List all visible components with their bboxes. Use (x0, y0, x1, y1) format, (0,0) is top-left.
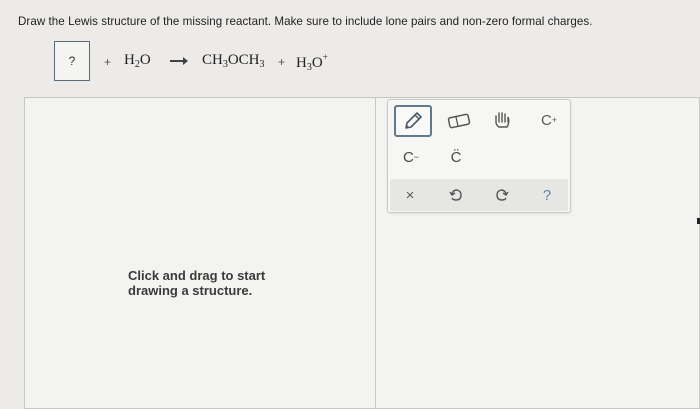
redo-icon (495, 188, 509, 202)
plus-sign-1: + (104, 55, 112, 69)
drawing-toolbar (387, 99, 571, 213)
help-button[interactable] (533, 183, 561, 207)
move-tool-button[interactable] (488, 106, 518, 134)
product-dimethyl-ether (202, 52, 265, 70)
hydronium-o: O (311, 55, 323, 71)
missing-reactant-box (54, 41, 90, 81)
pencil-tool-button[interactable] (394, 105, 432, 137)
cation-charge-button[interactable] (534, 106, 564, 134)
cation-charge: + (551, 115, 558, 125)
cation-label: C (540, 111, 552, 129)
hand-icon (492, 110, 514, 130)
lone-pair-button[interactable] (441, 143, 471, 171)
water-h: H (124, 52, 135, 68)
question-prompt: Draw the Lewis structure of the missing reactant. Make sure to include lone pairs and non-zero formal charges. (18, 15, 593, 28)
water-sub: 2 (134, 59, 140, 70)
redo-button[interactable] (488, 183, 516, 207)
product-hydronium (296, 52, 328, 73)
undo-button[interactable] (442, 183, 470, 207)
lone-pair-label: C̈ (450, 148, 462, 166)
canvas-hint: Click and drag to start drawing a structure. (128, 268, 266, 298)
ether-p2: OCH (227, 52, 260, 68)
drawing-canvas[interactable] (24, 97, 376, 409)
reactant-water (124, 52, 151, 70)
anion-label: C (402, 148, 414, 166)
eraser-tool-button[interactable] (444, 108, 474, 134)
help-icon: ? (542, 186, 552, 204)
missing-reactant-placeholder: ? (68, 54, 76, 68)
clear-button[interactable] (396, 183, 424, 207)
hydronium-sub: 3 (306, 62, 312, 73)
undo-icon (449, 188, 463, 202)
ether-p1: CH (202, 52, 223, 68)
pencil-icon (402, 110, 424, 132)
ether-s2: 3 (259, 59, 265, 70)
anion-charge: − (413, 152, 420, 162)
ether-s1: 3 (222, 59, 228, 70)
hydronium-h: H (296, 55, 307, 71)
clear-icon: × (405, 186, 415, 204)
eraser-icon (446, 112, 472, 130)
hydronium-charge: + (322, 52, 328, 62)
anion-charge-button[interactable] (396, 144, 426, 170)
reaction-arrow (170, 60, 184, 62)
action-bar (390, 179, 568, 211)
plus-sign-2: + (278, 55, 286, 69)
water-o: O (139, 52, 151, 68)
